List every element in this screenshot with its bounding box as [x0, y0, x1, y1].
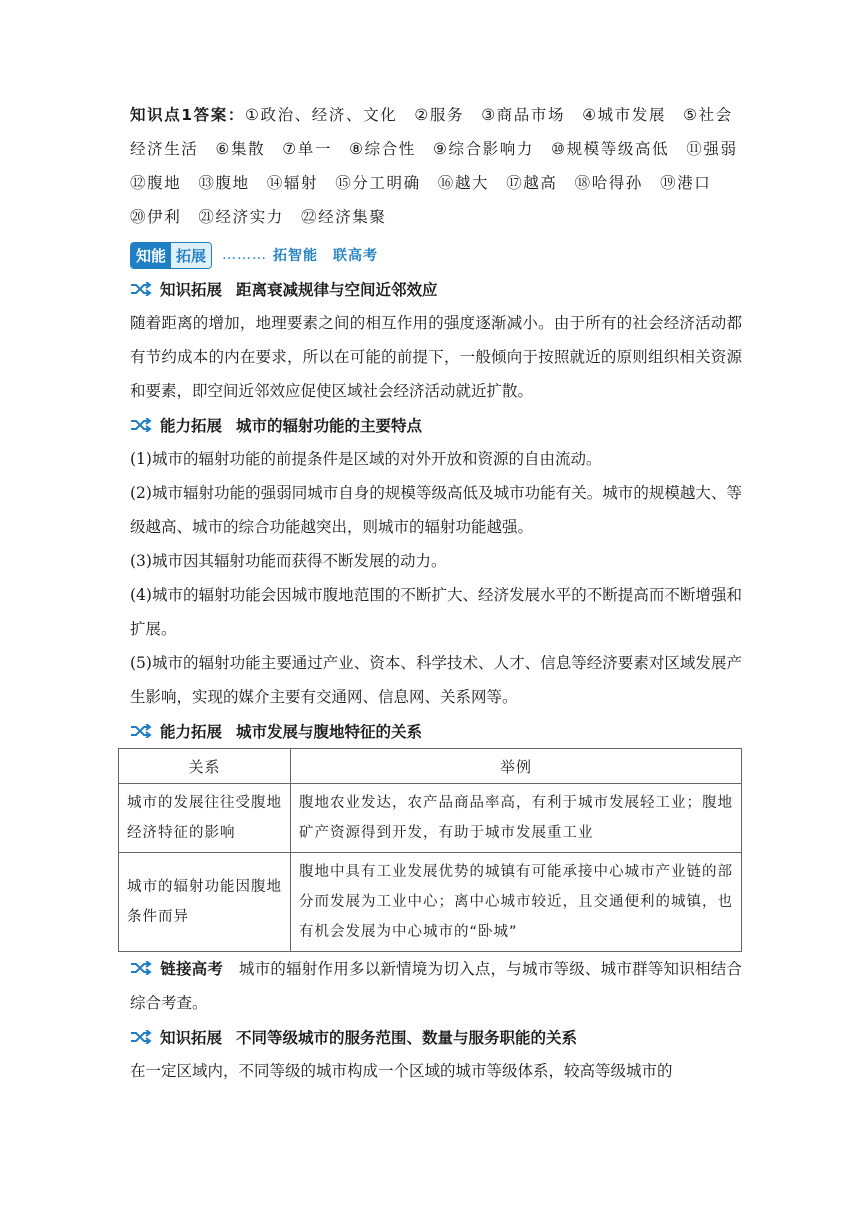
- section-type: 知识拓展: [160, 1029, 223, 1047]
- section-title: 不同等级城市的服务范围、数量与服务职能的关系: [236, 1029, 578, 1047]
- table-header: 举例: [291, 749, 742, 784]
- paragraph: (1)城市的辐射功能的前提条件是区域的对外开放和资源的自由流动。: [130, 450, 602, 468]
- table-row: [119, 784, 742, 853]
- table-cell: 腹地中具有工业发展优势的城镇有可能承接中心城市产业链的部分而发展为工业中心；离中心城市较近，且交通便利的城镇，也有机会发展为中心城市的“卧城”: [291, 853, 742, 952]
- paragraph: 随着距离的增加，地理要素之间的相互作用的强度逐渐减小。由于所有的社会经济活动都有节约成本的内在要求，所以在可能的前提下，一般倾向于按照就近的原则组织相关资源和要素，即空间近邻效应促使区域社会经济活动就近扩散。: [130, 314, 742, 400]
- section-title: 城市的辐射功能的主要特点: [236, 417, 423, 435]
- banner-slogan: 拓智能 联高考: [273, 248, 379, 264]
- section-type: 能力拓展: [160, 417, 223, 435]
- shuffle-icon: [130, 282, 152, 296]
- banner-tag-2: 拓展: [171, 243, 211, 268]
- link-type: 链接高考: [160, 960, 224, 978]
- paragraph: (3)城市因其辐射功能而获得不断发展的动力。: [130, 552, 447, 570]
- section-heading-1: [130, 272, 742, 306]
- paragraph: (2)城市辐射功能的强弱同城市自身的规模等级高低及城市功能有关。城市的规模越大、等级越高、城市的综合功能越突出，则城市的辐射功能越强。: [130, 484, 742, 536]
- section-title: 城市发展与腹地特征的关系: [236, 723, 423, 741]
- shuffle-icon: [130, 961, 152, 975]
- table-header: 关系: [119, 749, 291, 784]
- section-banner: [130, 238, 742, 272]
- paragraph: (4)城市的辐射功能会因城市腹地范围的不断扩大、经济发展水平的不断提高而不断增强和扩展。: [130, 586, 742, 638]
- section-type: 知识拓展: [160, 281, 223, 299]
- answer-text: ①政治、经济、文化 ②服务 ③商品市场 ④城市发展 ⑤社会经济生活 ⑥集散 ⑦单一 ⑧综合性 ⑨综合影响力 ⑩规模等级高低 ⑪强弱 ⑫腹地 ⑬腹地 ⑭辐射 ⑮分工明确 ⑯越大 ⑰越高 ⑱哈得孙 ⑲港口 ⑳伊利 ㉑经济实力 ㉒经济集聚: [130, 106, 755, 226]
- link-text: 城市的辐射作用多以新情境为切入点，与城市等级、城市群等知识相结合综合考查。: [130, 960, 742, 1012]
- link-paragraph: [130, 952, 742, 1020]
- section-heading-3: [130, 714, 742, 748]
- banner-tag: [130, 242, 212, 269]
- shuffle-icon: [130, 1030, 152, 1044]
- page-content: [127, 98, 755, 1088]
- table-cell: 城市的辐射功能因腹地条件而异: [119, 853, 291, 952]
- relation-table: [118, 748, 742, 952]
- answer-block: [130, 98, 755, 234]
- section-heading-4: [130, 1020, 742, 1054]
- table-cell: 腹地农业发达，农产品商品率高，有利于城市发展轻工业；腹地矿产资源得到开发，有助于城市发展重工业: [291, 784, 742, 853]
- shuffle-icon: [130, 724, 152, 738]
- section-title: 距离衰减规律与空间近邻效应: [236, 281, 438, 299]
- paragraph: 在一定区域内，不同等级的城市构成一个区域的城市等级体系，较高等级城市的: [130, 1062, 673, 1080]
- shuffle-icon: [130, 418, 152, 432]
- table-header-row: [119, 749, 742, 784]
- table-cell: 城市的发展往往受腹地经济特征的影响: [119, 784, 291, 853]
- banner-tag-1: 知能: [131, 243, 171, 268]
- section-type: 能力拓展: [160, 723, 223, 741]
- section-heading-2: [130, 408, 742, 442]
- banner-dots: ………: [222, 247, 268, 263]
- answer-lead: 知识点1答案：: [130, 106, 245, 124]
- table-row: [119, 853, 742, 952]
- paragraph: (5)城市的辐射功能主要通过产业、资本、科学技术、人才、信息等经济要素对区域发展产生影响，实现的媒介主要有交通网、信息网、关系网等。: [130, 654, 742, 706]
